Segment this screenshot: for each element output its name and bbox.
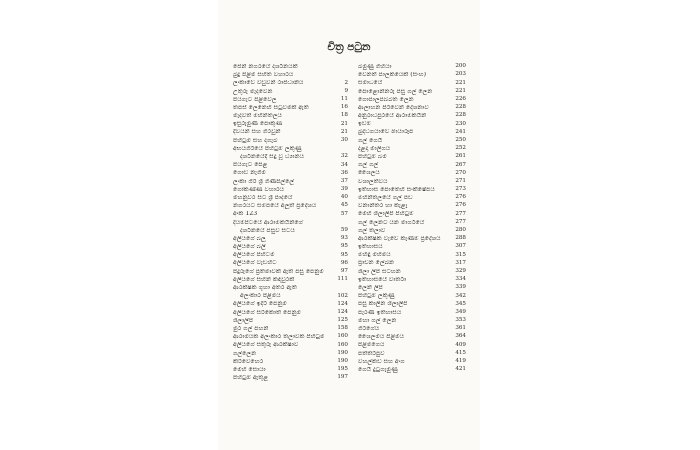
entry-title: නගරයට සමීපයේ අලුත් ප්‍රදේශය	[233, 203, 317, 210]
contents-entry	[233, 309, 348, 317]
entry-title: ශෛලය	[358, 170, 380, 177]
contents-entry	[233, 366, 348, 374]
entry-title: ගොඩ නැගිම	[233, 170, 266, 177]
entry-title: විශාලත්වය	[358, 178, 388, 185]
contents-entry	[233, 243, 348, 251]
entry-page-number: 228	[455, 112, 466, 119]
entry-title: පැරණි ඉතිහාසය	[358, 309, 402, 316]
entry-page-number: 315	[455, 251, 466, 258]
entry-title: කිරිවෙහෙර	[233, 358, 264, 365]
contents-entry	[358, 350, 466, 358]
contents-column-right	[358, 63, 466, 374]
entry-title: ගල් ලෙනට යන මාර්ගයේ	[358, 219, 425, 226]
contents-entry	[233, 219, 348, 227]
contents-entry	[358, 219, 466, 227]
entry-page-number: 190	[337, 349, 348, 356]
contents-entry	[358, 137, 466, 145]
contents-entry	[233, 178, 348, 186]
entry-page-number: 197	[337, 374, 348, 381]
entry-title: අලියගේ බිලු	[233, 235, 266, 242]
entry-page-number: 271	[455, 177, 466, 184]
entry-page-number: 280	[455, 227, 466, 234]
document-page	[218, 0, 480, 450]
entry-title: මහනුවර සිට ශ්‍රී පාදයේ	[233, 194, 293, 201]
entry-page-number: 250	[455, 136, 466, 143]
entry-title: පසු කාලීන ශිලාලිපි	[358, 301, 408, 308]
entry-page-number: 124	[337, 300, 348, 307]
entry-page-number: 221	[455, 87, 466, 94]
entry-title: මහා ගල් ලෙන	[358, 317, 397, 324]
contents-entry	[358, 325, 466, 333]
contents-entry	[358, 227, 466, 235]
contents-entry	[358, 96, 466, 104]
contents-entry	[358, 202, 466, 210]
entry-page-number: 345	[455, 300, 466, 307]
contents-entry	[358, 276, 466, 284]
contents-entry	[233, 235, 348, 243]
entry-title: මෙහි සොයා	[233, 366, 266, 373]
contents-entry	[233, 210, 348, 218]
contents-entry	[233, 284, 348, 292]
entry-page-number: 329	[455, 267, 466, 274]
entry-title: අලංකාර පිළිමය	[240, 293, 281, 300]
contents-entry	[358, 358, 466, 366]
entry-page-number: 200	[455, 63, 466, 70]
entry-title: ප්‍රාචීන ලේඛන	[358, 260, 395, 267]
entry-title: දිවියන් සහ ගිරවුන්	[233, 129, 281, 136]
entry-page-number: 97	[340, 267, 348, 274]
entry-title: ඉසුරුමුණි පොකුණ	[233, 121, 283, 128]
entry-title: දර්ශනයේ පසුව සිටිය	[240, 227, 295, 234]
contents-entry	[233, 129, 348, 137]
entry-title: ගිරිගේය	[358, 325, 380, 332]
entry-title: ඉඩම්	[358, 121, 371, 128]
contents-entry	[233, 276, 348, 284]
contents-entry	[358, 178, 466, 186]
entry-title: ආරාමයක අලංකාර තලාවක පිහිටුම	[233, 334, 325, 341]
entry-title: අලියගේ බිලි	[233, 244, 266, 251]
entry-page-number: 409	[455, 341, 466, 348]
entry-title: බුදු පිළිම සහිත විහාරය	[233, 72, 294, 79]
entry-page-number: 95	[340, 243, 348, 250]
contents-entry	[358, 210, 466, 218]
entry-title: මුර ගල් පහන්	[233, 325, 269, 332]
contents-entry	[358, 194, 466, 202]
entry-title: තපස් ලෙනෙහි සිටුවමක් ඇති	[233, 104, 309, 111]
entry-title: පිහිටුම් ලකුණු	[358, 293, 395, 300]
entry-title: අලියගේ පිහිටීම	[233, 252, 275, 259]
contents-entry	[233, 227, 348, 235]
entry-page-number: 261	[455, 153, 466, 160]
entry-page-number: 158	[337, 325, 348, 332]
contents-entry	[358, 251, 466, 259]
entry-page-number: 59	[340, 227, 348, 234]
entry-page-number: 160	[337, 341, 348, 348]
contents-entry	[233, 63, 348, 71]
entry-page-number: 34	[340, 161, 348, 168]
entry-title: ගල් ගල්	[358, 162, 379, 169]
contents-entry	[358, 317, 466, 325]
entry-page-number: 93	[340, 235, 348, 242]
entry-title: ගල් තලාව	[358, 227, 386, 234]
entry-page-number: 2	[344, 79, 348, 86]
entry-title: පියගැට පෙළ	[233, 162, 268, 169]
entry-title: දියම්පිටියේ ආරාමිකයින්ගේ	[233, 219, 303, 226]
contents-entry	[358, 129, 466, 137]
entry-page-number: 288	[455, 235, 466, 242]
entry-page-number: 421	[455, 366, 466, 373]
entry-title: බුද්ධගයාවේ ඡායාරූප	[358, 129, 414, 136]
entry-page-number: 252	[455, 145, 466, 152]
contents-entry	[233, 260, 348, 268]
entry-page-number: 364	[455, 333, 466, 340]
entry-page-number: 230	[455, 120, 466, 127]
contents-entry	[233, 350, 348, 358]
contents-entry	[358, 104, 466, 112]
contents-entry	[233, 325, 348, 333]
entry-title: අලියගේ සතුරු ආරක්ෂාව	[233, 342, 299, 349]
contents-entry	[358, 341, 466, 349]
entry-page-number: 40	[340, 194, 348, 201]
entry-title: ගෝකණ්ණ විහාරය	[233, 186, 285, 193]
entry-title: වෙනත් පාලකයෙක් (සිංහ)	[358, 72, 427, 79]
entry-title: සමාධියේ	[358, 80, 383, 87]
entry-page-number: 203	[455, 71, 466, 78]
entry-page-number: 111	[337, 276, 348, 283]
contents-entry	[233, 137, 348, 145]
entry-page-number: 125	[337, 317, 348, 324]
entry-title: අලියගේ සිරිකොත් පෙනුම	[233, 309, 301, 316]
entry-title: ශෛලමය පිළිමය	[358, 334, 405, 341]
entry-title: පිළිමගෙය	[358, 342, 385, 349]
contents-entry	[233, 341, 348, 349]
entry-title: පොළොන්නරු පසු ගල් ලෙන	[358, 88, 433, 95]
entry-title: පිදුරුගේ ප්‍රතිමාවක් ඇති පසු පෙනුම	[233, 268, 324, 275]
contents-entry	[358, 292, 466, 300]
entry-page-number: 21	[340, 128, 348, 135]
contents-entry	[233, 120, 348, 128]
contents-entry	[358, 161, 466, 169]
entry-page-number: 96	[340, 259, 348, 266]
entry-page-number: 195	[337, 366, 348, 373]
entry-page-number: 221	[455, 79, 466, 86]
entry-title: ඉතිහාසය	[358, 244, 383, 251]
entry-title: ආරක්ෂක ගුහා අතර ඇති	[233, 285, 297, 292]
contents-entry	[233, 292, 348, 300]
entry-title: පියගැට පිළිවෙල	[233, 96, 277, 103]
entry-page-number: 30	[340, 136, 348, 143]
entry-title: මිහින්තලයේ ගල් පඩි	[358, 194, 413, 201]
entry-title: ආලාහන පිරිවෙන් දේශනාව	[358, 104, 429, 111]
entry-title: අනුරාධපුරයේ ආරාමිකයින්	[358, 113, 427, 120]
entry-title: ඉතිහාස පොතෙහි සංක්ෂේපය	[358, 186, 435, 193]
entry-page-number: 334	[455, 276, 466, 283]
entry-title: ශිලාලිපි	[233, 317, 254, 324]
contents-entry	[233, 194, 348, 202]
contents-entry	[358, 235, 466, 243]
entry-page-number: 339	[455, 284, 466, 291]
contents-entry	[358, 268, 466, 276]
entry-page-number: 124	[337, 308, 348, 315]
entry-page-number: 18	[340, 112, 348, 119]
entry-page-number: 267	[455, 161, 466, 168]
entry-title: පිහිටුම් බිම	[358, 154, 387, 161]
contents-entry	[233, 186, 348, 194]
entry-page-number: 276	[455, 202, 466, 209]
entry-page-number: 277	[455, 210, 466, 217]
contents-entry	[358, 309, 466, 317]
entry-title: මිහිඳු මහිමය	[358, 252, 391, 259]
entry-page-number: 361	[455, 325, 466, 332]
entry-title: පිහිටුම සහ දගැබ	[233, 137, 278, 144]
contents-entry	[233, 333, 348, 341]
entry-title: ගල්ලෙන	[233, 350, 257, 357]
contents-entry	[233, 161, 348, 169]
entry-page-number: 270	[455, 169, 466, 176]
contents-entry	[358, 71, 466, 79]
entry-title: වහල්කඩ සහ අංග	[358, 358, 405, 365]
entry-page-number: 273	[455, 186, 466, 193]
entry-page-number: 39	[340, 186, 348, 193]
entry-page-number: 190	[337, 358, 348, 365]
contents-entry	[358, 260, 466, 268]
entry-title: ජෙන් නගරයේ දර්ශනයක්	[233, 63, 298, 70]
entry-title: ලෙන් ලිපි	[358, 285, 383, 292]
entry-page-number: 353	[455, 317, 466, 324]
contents-entry	[233, 202, 348, 210]
entry-title: අලියගේ සිහින් කඳවුරක්	[233, 276, 295, 283]
entry-title: අලියගේ ඉදිරි පෙනුම	[233, 301, 287, 308]
contents-entry	[233, 104, 348, 112]
entry-page-number: 102	[337, 292, 348, 299]
contents-entry	[233, 71, 348, 79]
contents-entry	[358, 112, 466, 120]
contents-entry	[358, 169, 466, 177]
entry-title: ලංකා ගිරි ශ්‍රී ගිණිපිල්ලේ	[233, 178, 295, 185]
contents-entry	[233, 251, 348, 259]
entry-page-number: 160	[337, 333, 348, 340]
entry-title: වනාන්තර හා කැළෑ	[358, 203, 408, 210]
entry-page-number: 11	[340, 96, 348, 103]
contents-entry	[233, 300, 348, 308]
entry-page-number: 419	[455, 358, 466, 365]
entry-title: දළදා මාලිගය	[358, 145, 391, 152]
page-title: චිත්‍ර පටුන	[327, 41, 371, 53]
contents-entry	[358, 366, 466, 374]
entry-page-number: 277	[455, 218, 466, 225]
contents-entry	[358, 63, 466, 71]
entry-title: ආරක්ෂක වැවේ කැණීම් ප්‍රදේශය	[358, 235, 441, 242]
entry-page-number: 226	[455, 96, 466, 103]
entry-page-number: 241	[455, 128, 466, 135]
contents-entry	[233, 112, 348, 120]
entry-title: මෙහි ශිලාලිපි පිහිටුම්	[358, 211, 414, 218]
contents-entry	[358, 186, 466, 194]
contents-entry	[233, 317, 348, 325]
contents-entry	[233, 96, 348, 104]
entry-title: පත්තිරිපුව	[358, 350, 385, 357]
entry-title: ගෙයි දුටුගැමුණු	[358, 366, 398, 373]
entry-page-number: 16	[340, 104, 348, 111]
entry-title: ඉතිහාසයේ වාර්තා	[358, 276, 407, 283]
entry-title: බමුණු ගිහියා	[358, 63, 392, 70]
entry-title: අභයගිරියේ පිහිටුම් ලකුණු	[233, 145, 302, 152]
contents-column-left	[233, 63, 348, 382]
contents-entry	[233, 268, 348, 276]
entry-title: ගල් ගෙයි	[358, 137, 383, 144]
contents-entry	[358, 243, 466, 251]
entry-title: අංක 123	[233, 211, 258, 218]
entry-page-number: 32	[340, 153, 348, 160]
entry-page-number: 349	[455, 308, 466, 315]
entry-title: අලියගේ වැඩිහිටි	[233, 260, 277, 267]
entry-page-number: 37	[340, 177, 348, 184]
entry-page-number: 415	[455, 349, 466, 356]
entry-page-number: 57	[340, 210, 348, 217]
contents-entry	[233, 358, 348, 366]
entry-title: ලංකාවේ වඩුවන් රාජධානිය	[233, 80, 304, 87]
entry-title: ශිලා ලිපි සටහන	[358, 268, 401, 275]
contents-entry	[358, 120, 466, 128]
contents-entry	[233, 145, 348, 153]
contents-entry	[358, 153, 466, 161]
contents-entry	[358, 284, 466, 292]
contents-entry	[358, 333, 466, 341]
contents-entry	[233, 169, 348, 177]
entry-page-number: 9	[344, 87, 348, 94]
entry-page-number: 307	[455, 243, 466, 250]
contents-entry	[358, 145, 466, 153]
entry-title: පිහිටුම් ඇතුළ	[233, 375, 269, 382]
entry-title: උතුරු මැදවෙන	[233, 88, 273, 95]
contents-entry	[233, 79, 348, 87]
entry-page-number: 228	[455, 104, 466, 111]
contents-entry	[358, 79, 466, 87]
contents-entry	[233, 88, 348, 96]
entry-page-number: 95	[340, 251, 348, 258]
contents-entry	[233, 374, 348, 382]
entry-page-number: 317	[455, 259, 466, 266]
entry-title: මැදවත් මිහින්තලය	[233, 113, 282, 120]
entry-title: ගොපාලපබ්බත ලෙන	[358, 96, 414, 103]
entry-page-number: 276	[455, 194, 466, 201]
entry-page-number: 45	[340, 202, 348, 209]
entry-page-number: 21	[340, 120, 348, 127]
contents-entry	[358, 300, 466, 308]
contents-entry	[358, 88, 466, 96]
entry-page-number: 36	[340, 169, 348, 176]
entry-title: දර්ශනයේදී සිදු වූ ධ්‍යානය	[240, 154, 305, 161]
contents-entry	[233, 153, 348, 161]
entry-page-number: 342	[455, 292, 466, 299]
